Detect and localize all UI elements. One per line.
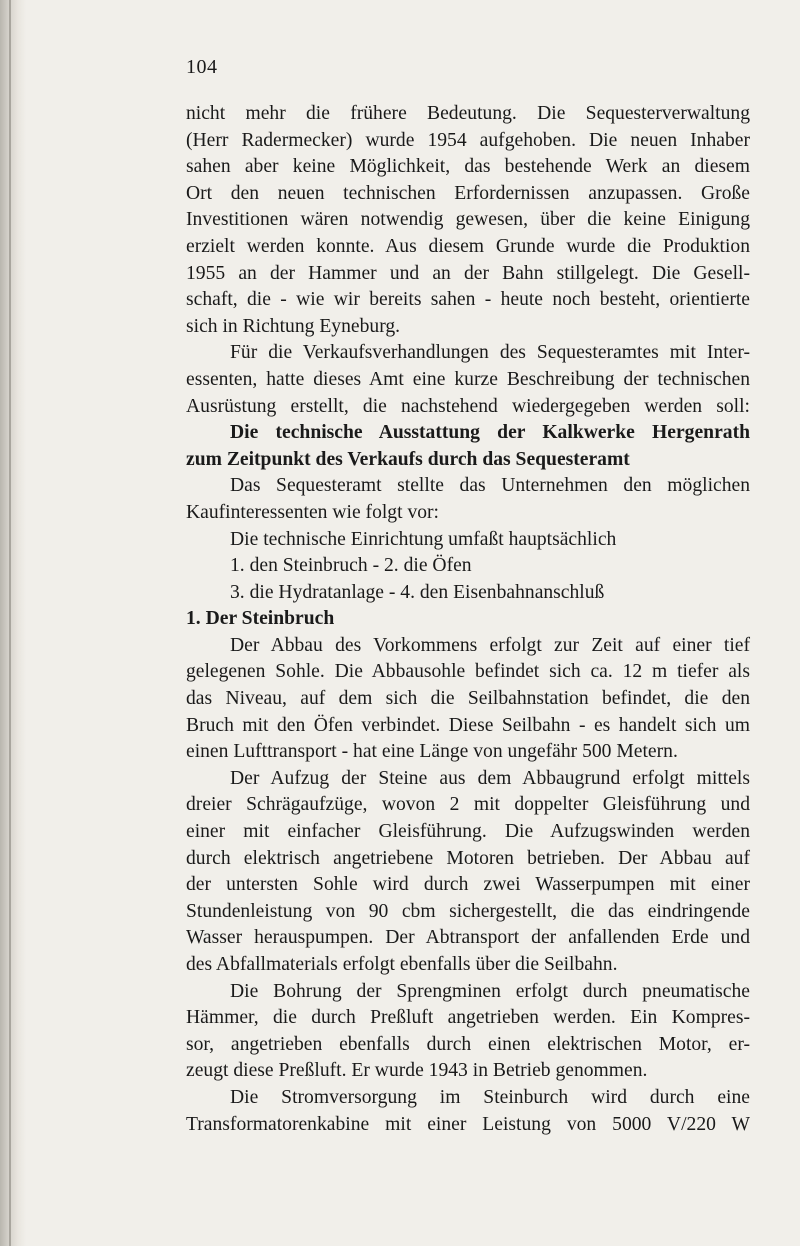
text-line: Für die Verkaufsverhandlungen des Sequesteramtes mit Inter- xyxy=(230,342,750,364)
text-line: der untersten Sohle wird durch zwei Wasserpumpen mit einer xyxy=(186,874,750,896)
subsection-heading: 1. Der Steinbruch xyxy=(186,608,335,630)
text-line: sor, angetrieben ebenfalls durch einen elektrischen Motor, er- xyxy=(186,1033,750,1055)
text-line: nicht mehr die frühere Bedeutung. Die Sequesterverwaltung xyxy=(186,103,750,124)
text-line: Stundenleistung von 90 cbm sichergestellt, die das eindringende xyxy=(186,900,750,922)
text-line: des Abfallmaterials erfolgt ebenfalls über die Seilbahn. xyxy=(186,954,618,975)
book-binding-shadow xyxy=(0,0,26,1246)
text-line: gelegenen Sohle. Die Abbausohle befindet sich ca. 12 m tiefer als xyxy=(186,661,750,683)
text-line: Transformatorenkabine mit einer Leistung von 5000 V/220 W xyxy=(186,1113,750,1135)
text-line: sich in Richtung Eyneburg. xyxy=(186,315,401,337)
text-line: Wasser herauspumpen. Der Abtransport der anfallenden Erde und xyxy=(186,927,750,949)
text-line: das Niveau, auf dem sich die Seilbahnstation befindet, die den xyxy=(186,688,750,710)
text-line: Der Abbau des Vorkommens erfolgt zur Zeit auf einer tief xyxy=(230,634,750,656)
text-line: Das Sequesteramt stellte das Unternehmen den möglichen xyxy=(230,475,750,497)
text-line: einer mit einfacher Gleisführung. Die Aufzugswinden werden xyxy=(186,821,750,843)
text-line: sahen aber keine Möglichkeit, das bestehende Werk an diesem xyxy=(186,156,750,178)
text-line: 1955 an der Hammer und an der Bahn stillgelegt. Die Gesell- xyxy=(186,262,750,284)
binding-edge-line xyxy=(9,0,11,1246)
text-line: Bruch mit den Öfen verbindet. Diese Seilbahn - es handelt sich um xyxy=(186,714,750,736)
text-line: Hämmer, die durch Preßluft angetrieben werden. Ein Kompres- xyxy=(186,1007,750,1029)
text-line: Der Aufzug der Steine aus dem Abbaugrund erfolgt mittels xyxy=(230,767,750,789)
text-line: schaft, die - wie wir bereits sahen - heute noch besteht, orientierte xyxy=(186,289,750,311)
text-line: Die Stromversorgung im Steinburch wird durch eine xyxy=(230,1086,750,1108)
text-line: Kaufinteressenten wie folgt vor: xyxy=(186,501,440,523)
text-line: (Herr Radermecker) wurde 1954 aufgehoben. Die neuen Inhaber xyxy=(186,129,750,151)
text-line: Investitionen wären notwendig gewesen, über die keine Einigung xyxy=(186,209,750,231)
text-line: Ort den neuen technischen Erfordernissen anzupassen. Große xyxy=(186,182,750,204)
page-number: 104 xyxy=(186,56,218,78)
text-line: dreier Schrägaufzüge, wovon 2 mit doppelter Gleisführung und xyxy=(186,794,750,816)
section-heading: zum Zeitpunkt des Verkaufs durch das Sequesteramt xyxy=(186,448,630,470)
text-line: einen Lufttransport - hat eine Länge von ungefähr 500 Metern. xyxy=(186,741,678,763)
body-text xyxy=(186,101,750,1138)
text-line: zeugt diese Preßluft. Er wurde 1943 in Betrieb genommen. xyxy=(186,1060,648,1082)
list-item: 1. den Steinbruch - 2. die Öfen xyxy=(230,555,472,577)
section-heading: Die technische Ausstattung der Kalkwerke Hergenrath xyxy=(230,422,750,444)
text-line: Ausrüstung erstellt, die nachstehend wiedergegeben werden soll: xyxy=(186,395,750,417)
text-line: erzielt werden konnte. Aus diesem Grunde wurde die Produktion xyxy=(186,235,750,257)
list-item: 3. die Hydratanlage - 4. den Eisenbahnanschluß xyxy=(230,581,605,603)
text-line: Die Bohrung der Sprengminen erfolgt durch pneumatische xyxy=(230,980,750,1002)
text-line: Die technische Einrichtung umfaßt hauptsächlich xyxy=(230,528,617,550)
text-line: essenten, hatte dieses Amt eine kurze Beschreibung der technischen xyxy=(186,368,750,390)
text-line: durch elektrisch angetriebene Motoren betrieben. Der Abbau auf xyxy=(186,847,750,869)
